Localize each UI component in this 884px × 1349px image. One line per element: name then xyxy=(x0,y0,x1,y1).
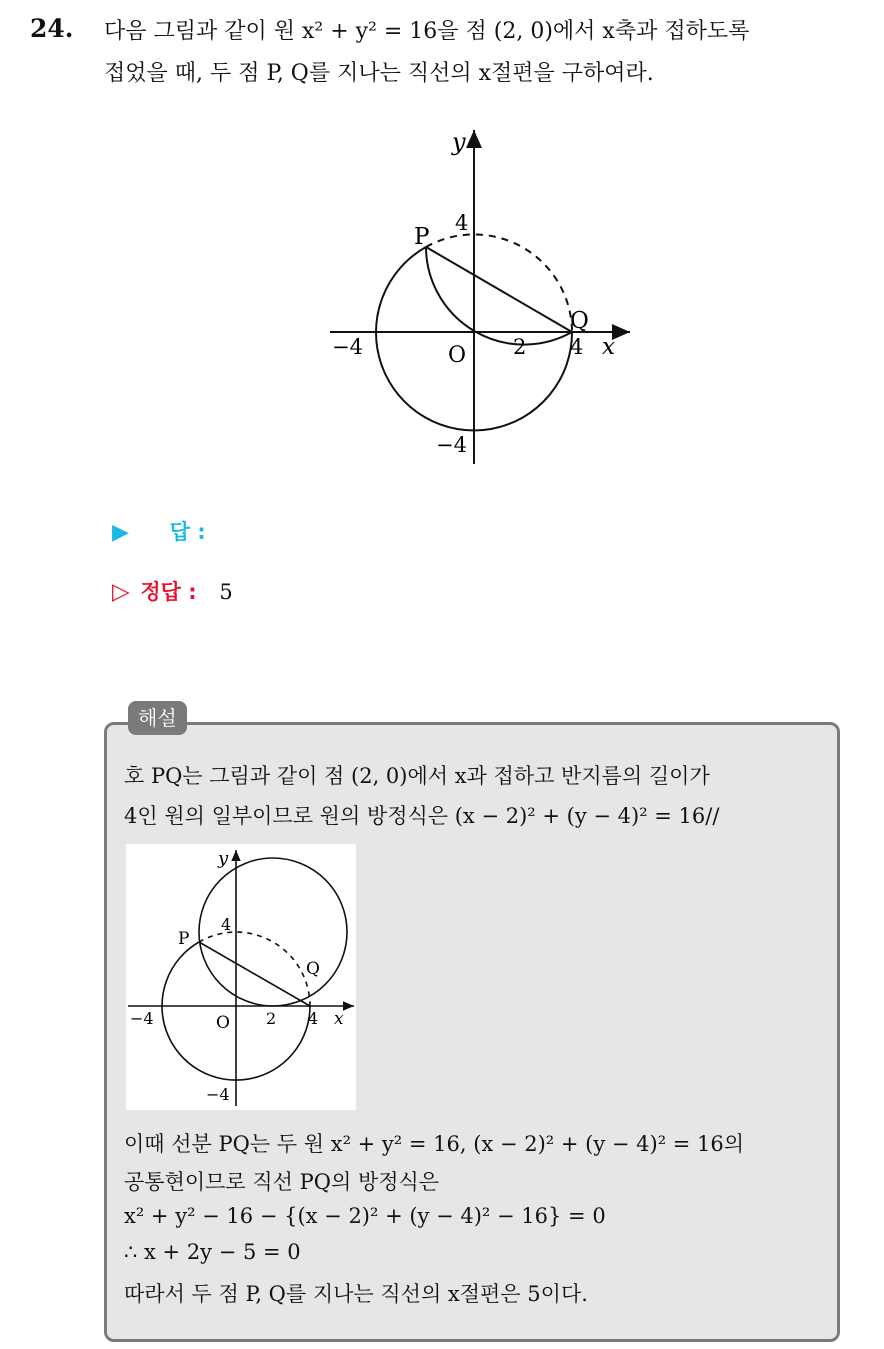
solution-figure xyxy=(126,844,356,1110)
label-four-top: 4 xyxy=(455,211,469,235)
label-four-right: 4 xyxy=(308,1009,319,1028)
label-two: 2 xyxy=(513,335,527,359)
label-y: y xyxy=(218,848,229,869)
chord-pq xyxy=(199,942,310,1006)
label-origin: O xyxy=(216,1013,230,1033)
answer-label: 답 : xyxy=(169,520,206,544)
label-x: x xyxy=(334,1009,344,1029)
label-neg4-left: −4 xyxy=(130,1009,154,1028)
label-four-top: 4 xyxy=(221,915,232,934)
question-number: 24. xyxy=(30,14,74,43)
label-p: P xyxy=(178,929,190,949)
label-neg4-bottom: −4 xyxy=(206,1085,230,1104)
chord-pq xyxy=(426,247,572,332)
solution-line-1: 호 PQ는 그림과 같이 점 (2, 0)에서 x과 접하고 반지름의 길이가 xyxy=(124,764,710,788)
solution-line-4: 공통현이므로 직선 PQ의 방정식은 xyxy=(124,1170,440,1194)
question-text-line-2: 접었을 때, 두 점 P, Q를 지나는 직선의 x절편을 구하여라. xyxy=(104,61,654,86)
correct-answer-value: 5 xyxy=(219,580,233,604)
label-neg4-bottom: −4 xyxy=(436,433,467,457)
label-x: x xyxy=(602,334,615,360)
label-q: Q xyxy=(306,959,320,979)
label-neg4-left: −4 xyxy=(332,335,363,359)
label-q: Q xyxy=(570,308,589,334)
answer-row xyxy=(112,516,206,546)
solution-line-3: 이때 선분 PQ는 두 원 x² + y² = 16, (x − 2)² + (y − 4)² = 16의 xyxy=(124,1132,745,1156)
circle-dashed-arc xyxy=(199,932,310,1006)
play-triangle-icon: ▶ xyxy=(112,520,129,545)
solution-line-5: x² + y² − 16 − {(x − 2)² + (y − 4)² − 16} = 0 xyxy=(124,1204,606,1228)
label-y: y xyxy=(452,128,466,156)
outline-triangle-icon: ▷ xyxy=(112,579,130,605)
circle-dashed-arc xyxy=(426,234,572,332)
question-figure xyxy=(328,126,638,471)
label-two: 2 xyxy=(266,1009,277,1028)
correct-answer-label: 정답 : xyxy=(140,580,197,604)
folded-arc xyxy=(426,247,572,345)
label-origin: O xyxy=(448,343,467,368)
correct-answer-row xyxy=(112,576,233,606)
label-p: P xyxy=(414,224,430,250)
solution-line-2: 4인 원의 일부이므로 원의 방정식은 (x − 2)² + (y − 4)² = 16// xyxy=(124,804,720,828)
label-four-right: 4 xyxy=(570,335,584,359)
solution-line-7: 따라서 두 점 P, Q를 지나는 직선의 x절편은 5이다. xyxy=(124,1282,588,1306)
solution-tag: 해설 xyxy=(128,701,187,735)
question-text-line-1: 다음 그림과 같이 원 x² + y² = 16을 점 (2, 0)에서 x축과 접하도록 xyxy=(104,19,750,44)
solution-line-6: ∴ x + 2y − 5 = 0 xyxy=(124,1240,301,1264)
